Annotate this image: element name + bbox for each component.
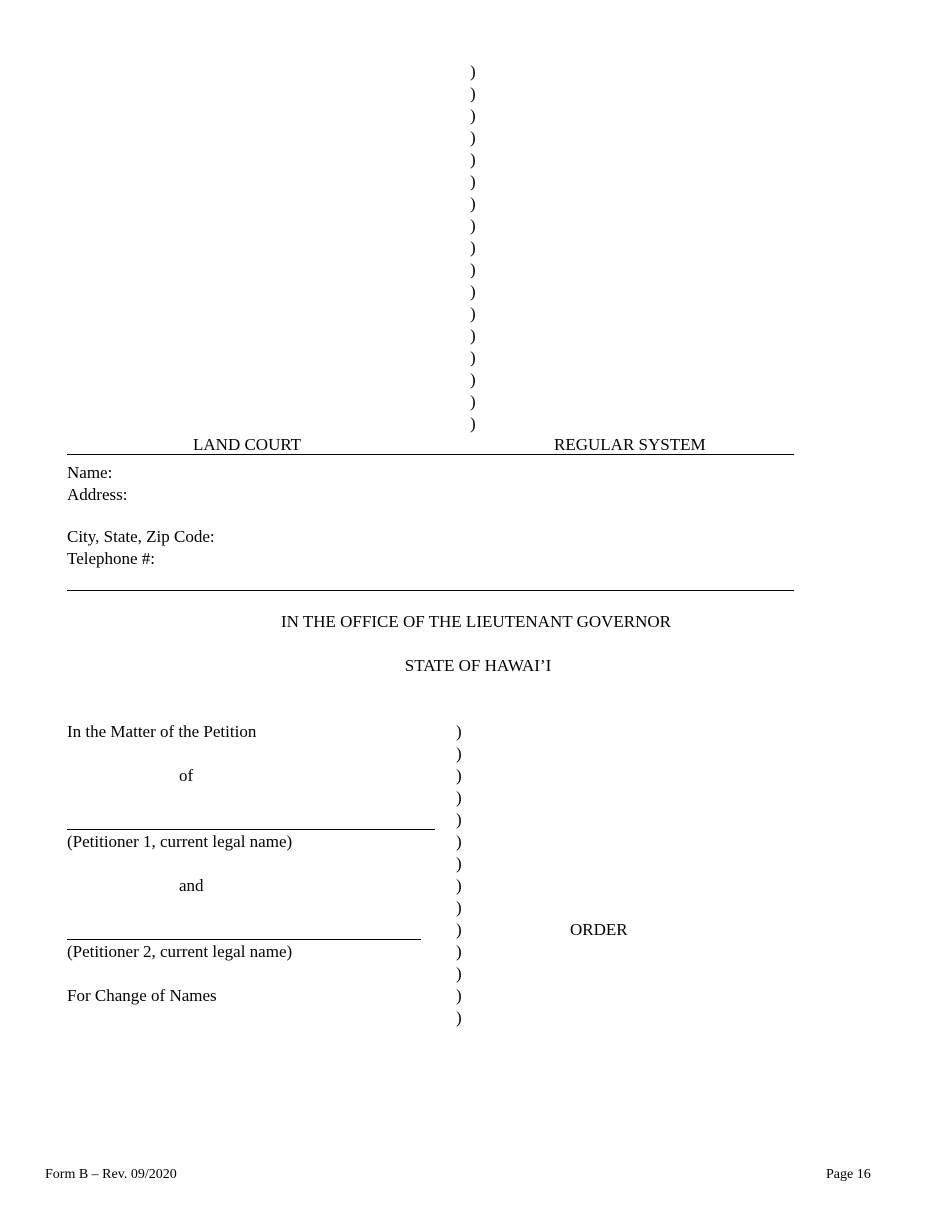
recording-paren-column [470,61,476,435]
recording-paren: ) [470,150,476,169]
office-heading: IN THE OFFICE OF THE LIEUTENANT GOVERNOR [280,612,672,631]
petitioner1-signature-line [67,829,435,830]
petitioner2-signature-line [67,939,421,940]
recording-paren: ) [470,128,476,147]
recording-paren: ) [470,238,476,257]
city-state-zip-label: City, State, Zip Code: [67,527,215,546]
recording-paren: ) [470,106,476,125]
recording-paren: ) [470,392,476,411]
caption-paren: ) [456,832,462,851]
caption-paren: ) [456,1008,462,1027]
state-heading: STATE OF HAWAI’I [404,656,552,675]
caption-paren: ) [456,876,462,895]
caption-paren: ) [456,986,462,1005]
recording-paren: ) [470,414,476,433]
caption-paren: ) [456,744,462,763]
recording-paren: ) [470,216,476,235]
and-text: and [179,876,204,895]
caption-paren: ) [456,964,462,983]
recording-paren: ) [470,304,476,323]
recording-paren: ) [470,260,476,279]
caption-paren: ) [456,942,462,961]
caption-paren: ) [456,854,462,873]
contact-divider [67,590,794,591]
change-of-names: For Change of Names [67,986,217,1005]
petitioner1-label: (Petitioner 1, current legal name) [67,832,293,851]
recording-paren: ) [470,62,476,81]
caption-paren: ) [456,722,462,741]
caption-paren-column [456,721,462,1029]
caption-paren: ) [456,810,462,829]
of-text: of [179,766,194,785]
recording-paren: ) [470,194,476,213]
recording-paren: ) [470,172,476,191]
caption-paren: ) [456,898,462,917]
caption-paren: ) [456,920,462,939]
petitioner2-label: (Petitioner 2, current legal name) [67,942,293,961]
recording-paren: ) [470,84,476,103]
address-label: Address: [67,485,128,504]
telephone-label: Telephone #: [67,549,156,568]
matter-of-petition: In the Matter of the Petition [67,722,257,741]
regular-system-label: REGULAR SYSTEM [554,435,706,454]
name-label: Name: [67,463,113,482]
form-revision: Form B – Rev. 09/2020 [45,1167,177,1182]
recording-paren: ) [470,348,476,367]
recording-paren: ) [470,282,476,301]
recording-paren: ) [470,326,476,345]
document-title: ORDER [570,920,628,939]
recording-paren: ) [470,370,476,389]
caption-paren: ) [456,788,462,807]
caption-paren: ) [456,766,462,785]
recording-divider [67,454,794,455]
land-court-label: LAND COURT [193,435,302,454]
page-number: Page 16 [826,1167,871,1182]
